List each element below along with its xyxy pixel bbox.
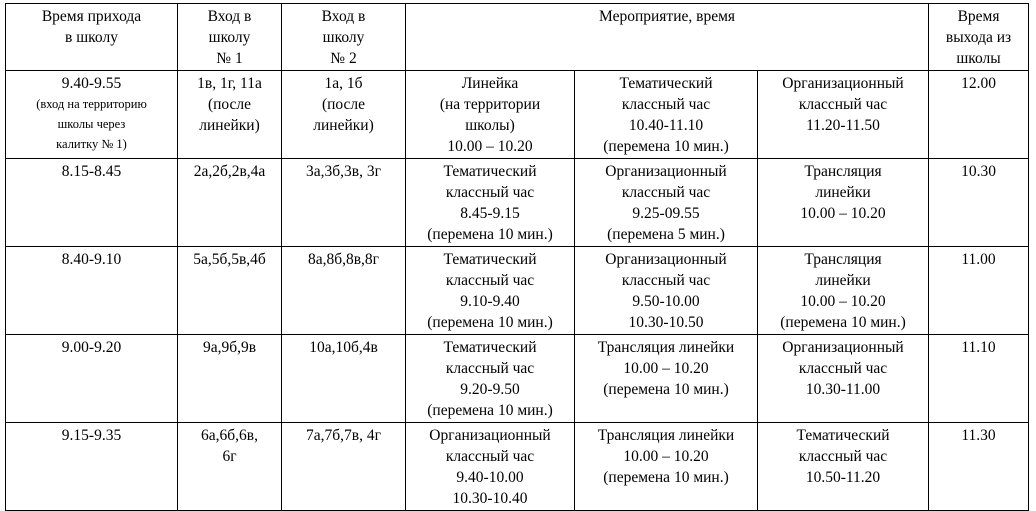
- event-3-cell: Тематический классный час 10.50-11.20: [758, 423, 929, 511]
- table-row: [6, 71, 1029, 159]
- entrance-1-cell: 2а,2б,2в,4а: [178, 159, 282, 247]
- event-3-cell: Трансляция линейки 10.00 – 10.20 (перемена 10 мин.): [758, 247, 929, 335]
- event-1-cell: Тематический классный час 8.45-9.15 (перемена 10 мин.): [406, 159, 575, 247]
- exit-cell: 11.10: [929, 335, 1029, 423]
- event-3-cell: Трансляция линейки 10.00 – 10.20: [758, 159, 929, 247]
- entrance-2-cell: 1а, 1б (после линейки): [282, 71, 406, 159]
- event-3-cell: Организационный классный час 10.30-11.00: [758, 335, 929, 423]
- entrance-1-cell: 9а,9б,9в: [178, 335, 282, 423]
- table-row: [6, 335, 1029, 423]
- entrance-2-cell: 10а,10б,4в: [282, 335, 406, 423]
- event-2-cell: Организационный классный час 9.25-09.55 (перемена 5 мин.): [575, 159, 758, 247]
- arrival-cell: 8.15-8.45: [6, 159, 178, 247]
- event-2-cell: Тематический классный час 10.40-11.10 (перемена 10 мин.): [575, 71, 758, 159]
- exit-cell: 11.30: [929, 423, 1029, 511]
- header-exit: Время выхода из школы: [929, 4, 1029, 71]
- table-row: [6, 159, 1029, 247]
- arrival-cell: 9.40-9.55 (вход на территорию школы через калитку № 1): [6, 71, 178, 159]
- event-1-cell: Тематический классный час 9.10-9.40 (перемена 10 мин.): [406, 247, 575, 335]
- entrance-2-cell: 7а,7б,7в, 4г: [282, 423, 406, 511]
- arrival-cell: 9.00-9.20: [6, 335, 178, 423]
- event-2-cell: Трансляция линейки 10.00 – 10.20 (перемена 10 мин.): [575, 335, 758, 423]
- header-entrance-1: Вход в школу № 1: [178, 4, 282, 71]
- arrival-cell: 9.15-9.35: [6, 423, 178, 511]
- header-event: Мероприятие, время: [406, 4, 929, 71]
- entrance-2-cell: 3а,3б,3в, 3г: [282, 159, 406, 247]
- entrance-1-cell: 5а,5б,5в,4б: [178, 247, 282, 335]
- entrance-1-cell: 1в, 1г, 11а (после линейки): [178, 71, 282, 159]
- header-row: [6, 4, 1029, 71]
- header-entrance-2: Вход в школу № 2: [282, 4, 406, 71]
- exit-cell: 11.00: [929, 247, 1029, 335]
- table-row: [6, 423, 1029, 511]
- entrance-2-cell: 8а,8б,8в,8г: [282, 247, 406, 335]
- event-3-cell: Организационный классный час 11.20-11.50: [758, 71, 929, 159]
- event-1-cell: Тематический классный час 9.20-9.50 (перемена 10 мин.): [406, 335, 575, 423]
- schedule-table: [5, 3, 1029, 511]
- event-1-cell: Организационный классный час 9.40-10.00 10.30-10.40: [406, 423, 575, 511]
- event-1-cell: Линейка (на территории школы) 10.00 – 10.20: [406, 71, 575, 159]
- table-row: [6, 247, 1029, 335]
- header-arrival: Время прихода в школу: [6, 4, 178, 71]
- event-2-cell: Организационный классный час 9.50-10.00 10.30-10.50: [575, 247, 758, 335]
- arrival-cell: 8.40-9.10: [6, 247, 178, 335]
- exit-cell: 10.30: [929, 159, 1029, 247]
- event-2-cell: Трансляция линейки 10.00 – 10.20 (перемена 10 мин.): [575, 423, 758, 511]
- entrance-1-cell: 6а,6б,6в, 6г: [178, 423, 282, 511]
- exit-cell: 12.00: [929, 71, 1029, 159]
